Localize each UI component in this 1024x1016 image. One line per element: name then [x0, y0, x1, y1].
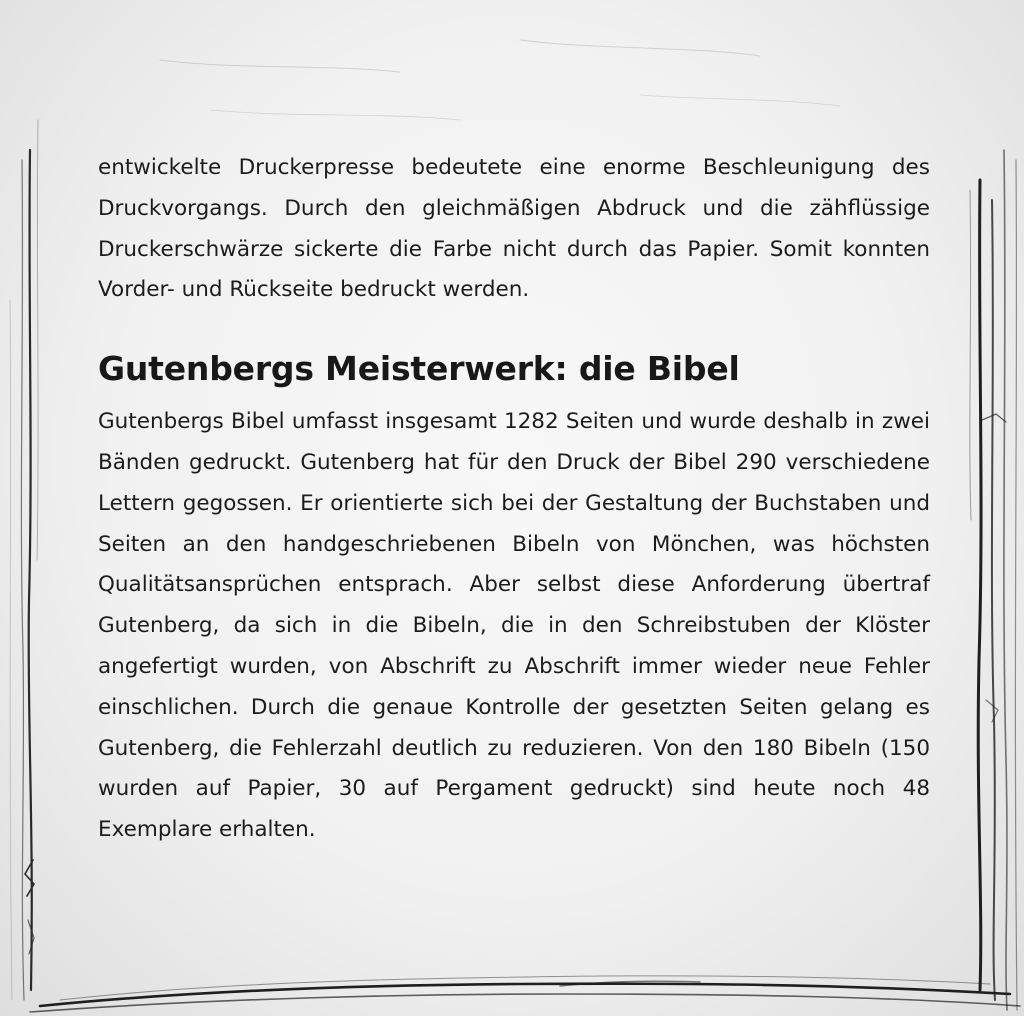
- section-paragraph: Gutenbergs Bibel umfasst insgesamt 1282 Seiten und wurde deshalb in zwei Bänden gedruckt. Gutenberg hat für den Druck der Bibel 290 verschiedene Lettern gegossen. Er orientierte sich bei der Gestaltung der Buchstaben und Seiten an den handgeschriebenen Bibeln von Mönchen, was höchsten Qualitätsansprüchen entsprach. Aber selbst diese Anforderung übertraf Gutenberg, da sich in die Bibeln, die in den Schreibstuben der Klöster angefertigt wurden, von Abschrift zu Abschrift immer wieder neue Fehler einschlichen. Durch die genaue Kontrolle der gesetzten Seiten gelang es Gutenberg, die Fehlerzahl deutlich zu reduzieren. Von den 180 Bibeln (150 wurden auf Papier, 30 auf Pergament gedruckt) sind heute noch 48 Exemplare erhalten.: [98, 409, 930, 843]
- section-heading: Gutenbergs Meisterwerk: die Bibel: [98, 349, 740, 389]
- text-content: [98, 148, 930, 851]
- intro-paragraph: entwickelte Druckerpresse bedeutete eine enorme Beschleunigung des Druckvorgangs. Durch den gleichmäßigen Abdruck und die zähflüssige Druckerschwärze sickerte die Farbe nicht durch das Papier. Somit konnten Vorder- und Rückseite bedruckt werden.: [98, 155, 930, 303]
- bottom-page-edge: [30, 976, 1020, 1012]
- top-sketch-marks: [160, 40, 840, 120]
- left-page-edge: [10, 120, 38, 1000]
- right-page-edge: [970, 150, 1017, 1010]
